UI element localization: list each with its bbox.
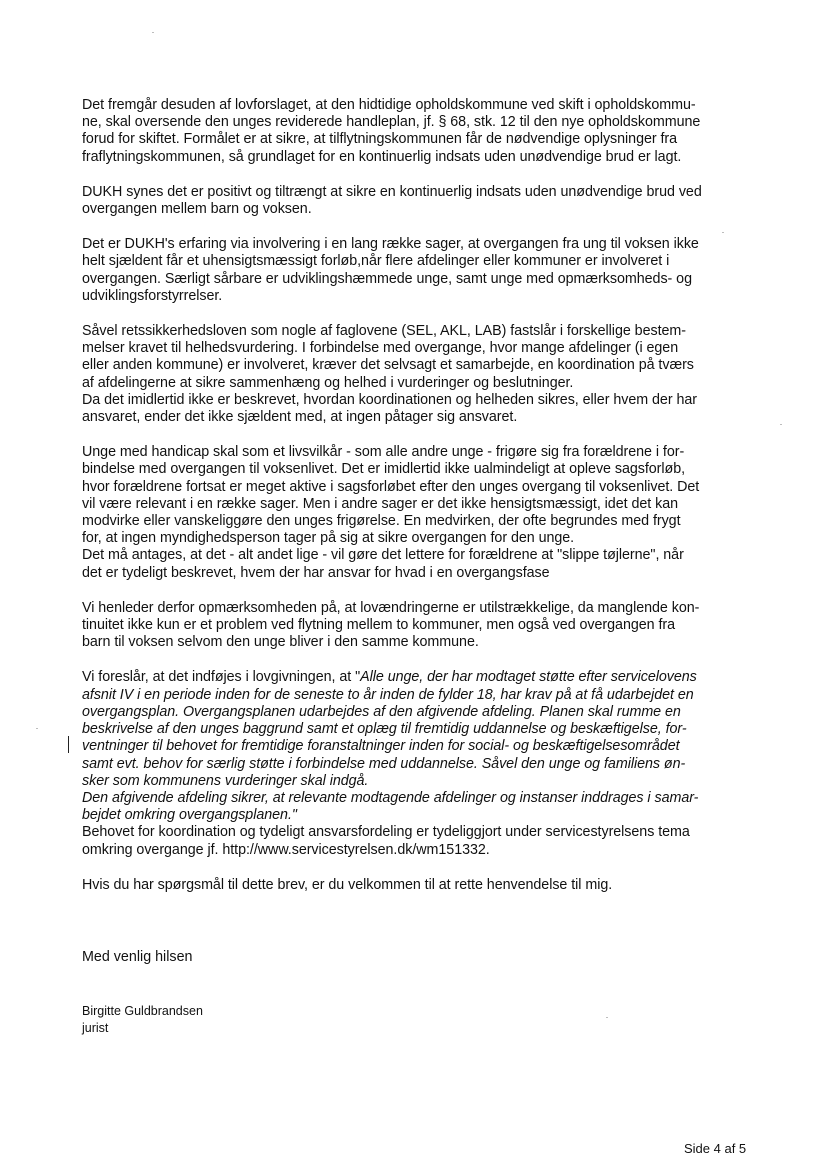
proposal-quote-line: afsnit IV i en periode inden for de seneste to år inden de fylder 18, har krav på at få udarbejdet en <box>82 686 694 703</box>
body-paragraphs <box>82 97 758 651</box>
paragraph-line: fraflytningskommunen, så grundlaget for en kontinuerlig indsats uden unødvendige brud er lagt. <box>82 148 682 165</box>
scan-speck <box>780 424 782 425</box>
paragraph-line: hvor forældrene fortsat er meget aktive i sagsforløbet efter den unges overgang til voksenlivet. Det <box>82 478 700 495</box>
body-paragraph <box>82 184 758 218</box>
body-paragraph <box>82 323 758 426</box>
letter-body <box>82 97 758 912</box>
closing-question <box>82 877 758 894</box>
paragraph-line: for, at ingen myndighedsperson tager på sig at sikre overgangen for den unge. <box>82 530 575 547</box>
proposal-after-line: Behovet for koordination og tydeligt ansvarsfordeling er tydeliggjort under servicestyrelsens tema <box>82 824 690 841</box>
proposal-quote-line: Alle unge, der har modtaget støtte efter servicelovens <box>360 669 697 686</box>
signer-name: Birgitte Guldbrandsen <box>82 1004 203 1018</box>
closing-question-line: Hvis du har spørgsmål til dette brev, er du velkommen til at rette henvendelse til mig. <box>82 876 613 893</box>
proposal-quote-line: samt evt. behov for særlig støtte i forbindelse med uddannelse. Såvel den unge og familiens øn- <box>82 755 686 772</box>
scan-speck <box>606 1017 608 1018</box>
scan-speck <box>36 728 38 729</box>
body-paragraph <box>82 97 758 166</box>
paragraph-line: ne, skal oversende den unges reviderede handleplan, jf. § 68, stk. 12 til den nye opholdskommune <box>82 114 701 131</box>
paragraph-line: melser kravet til helhedsvurdering. I forbindelse med overgange, hvor mange afdelinger (i egen <box>82 340 679 357</box>
proposal-paragraph <box>82 669 758 858</box>
proposal-quote-line: sker som kommunens vurderinger skal indgå. <box>82 772 369 789</box>
paragraph-line: Vi henleder derfor opmærksomheden på, at lovændringerne er utilstrækkelige, da manglende kon- <box>82 599 700 616</box>
paragraph-line: det er tydeligt beskrevet, hvem der har ansvar for hvad i en overgangsfase <box>82 564 550 581</box>
paragraph-line: modvirke eller vanskeliggøre den unges frigørelse. En medvirken, der ofte begrundes med frygt <box>82 513 681 530</box>
paragraph-line: Det må antages, at det - alt andet lige - vil gøre det lettere for forældrene at "slippe tøjlerne", når <box>82 547 684 564</box>
scan-speck <box>152 32 154 33</box>
proposal-quote-line: beskrivelse af den unges baggrund samt et oplæg til fremtidig uddannelse og beskæftigelse, for- <box>82 721 687 738</box>
paragraph-line: Unge med handicap skal som et livsvilkår - som alle andre unge - frigøre sig fra forældrene i for- <box>82 444 685 461</box>
body-paragraph <box>82 236 758 305</box>
body-paragraph <box>82 600 758 652</box>
paragraph-line: overgangen mellem barn og voksen. <box>82 201 312 218</box>
paragraph-line: tinuitet ikke kun er et problem ved flytning mellem to kommuner, men også ved overgangen fra <box>82 617 676 634</box>
paragraph-line: af afdelingerne at sikre sammenhæng og helhed i vurderinger og beslutninger. <box>82 374 574 391</box>
paragraph-line: forud for skiftet. Formålet er at sikre, at tilflytningskommunen får de nødvendige oplysninger fra <box>82 131 678 148</box>
proposal-intro: Vi foreslår, at det indføjes i lovgivningen, at " <box>82 669 361 686</box>
paragraph-line: udviklingsforstyrrelser. <box>82 287 223 304</box>
proposal-line <box>82 669 758 686</box>
proposal-quote-line: ventninger til behovet for fremtidige foranstaltninger inden for social- og beskæftigelsesområdet <box>82 738 680 755</box>
paragraph-line: ansvaret, ender det ikke sjældent med, at ingen påtager sig ansvaret. <box>82 409 518 426</box>
proposal-after-line: omkring overgange jf. http://www.servicestyrelsen.dk/wm151332. <box>82 841 490 858</box>
paragraph-line: Da det imidlertid ikke er beskrevet, hvordan koordinationen og helheden sikres, eller hvem der har <box>82 391 697 408</box>
paragraph-line: vil være relevant i en række sager. Men i andre sager er det ikke hensigtsmæssigt, idet det kan <box>82 495 679 512</box>
body-paragraph <box>82 444 758 582</box>
signer-title: jurist <box>82 1020 109 1035</box>
proposal-quote-line: overgangsplan. Overgangsplanen udarbejdes af den afgivende afdeling. Planen skal rumme en <box>82 703 681 720</box>
paragraph-line: barn til voksen selvom den unge bliver i den samme kommune. <box>82 634 479 651</box>
proposal-quote-line: bejdet omkring overgangsplanen." <box>82 807 297 824</box>
paragraph-line: bindelse med overgangen til voksenlivet. Det er imidlertid ikke ualmindeligt at opleve sagsforløb, <box>82 461 686 478</box>
greeting: Med venlig hilsen <box>82 949 193 965</box>
signature-block <box>82 1003 203 1036</box>
paragraph-line: helt sjældent får et uhensigtsmæssigt forløb,når flere afdelinger eller kommuner er involveret i <box>82 253 670 270</box>
paragraph-line: Såvel retssikkerhedsloven som nogle af faglovene (SEL, AKL, LAB) fastslår i forskellige bestem- <box>82 323 686 340</box>
scan-speck <box>722 232 724 233</box>
page-number-footer: Side 4 af 5 <box>684 1141 747 1156</box>
paragraph-line: Det er DUKH's erfaring via involvering i en lang række sager, at overgangen fra ung til voksen ikke <box>82 236 699 253</box>
paragraph-line: eller anden kommune) er involveret, kræver det selvsagt et samarbejde, en koordination på tværs <box>82 357 694 374</box>
paragraph-line: DUKH synes det er positivt og tiltrængt at sikre en kontinuerlig indsats uden unødvendige brud ved <box>82 183 702 200</box>
paragraph-line: Det fremgår desuden af lovforslaget, at den hidtidige opholdskommune ved skift i opholdskommu- <box>82 97 696 113</box>
revision-change-bar <box>68 736 69 753</box>
proposal-quote-line: Den afgivende afdeling sikrer, at relevante modtagende afdelinger og instanser inddrages i samar- <box>82 789 699 806</box>
paragraph-line: overgangen. Særligt sårbare er udviklingshæmmede unge, samt unge med opmærksomheds- og <box>82 270 692 287</box>
